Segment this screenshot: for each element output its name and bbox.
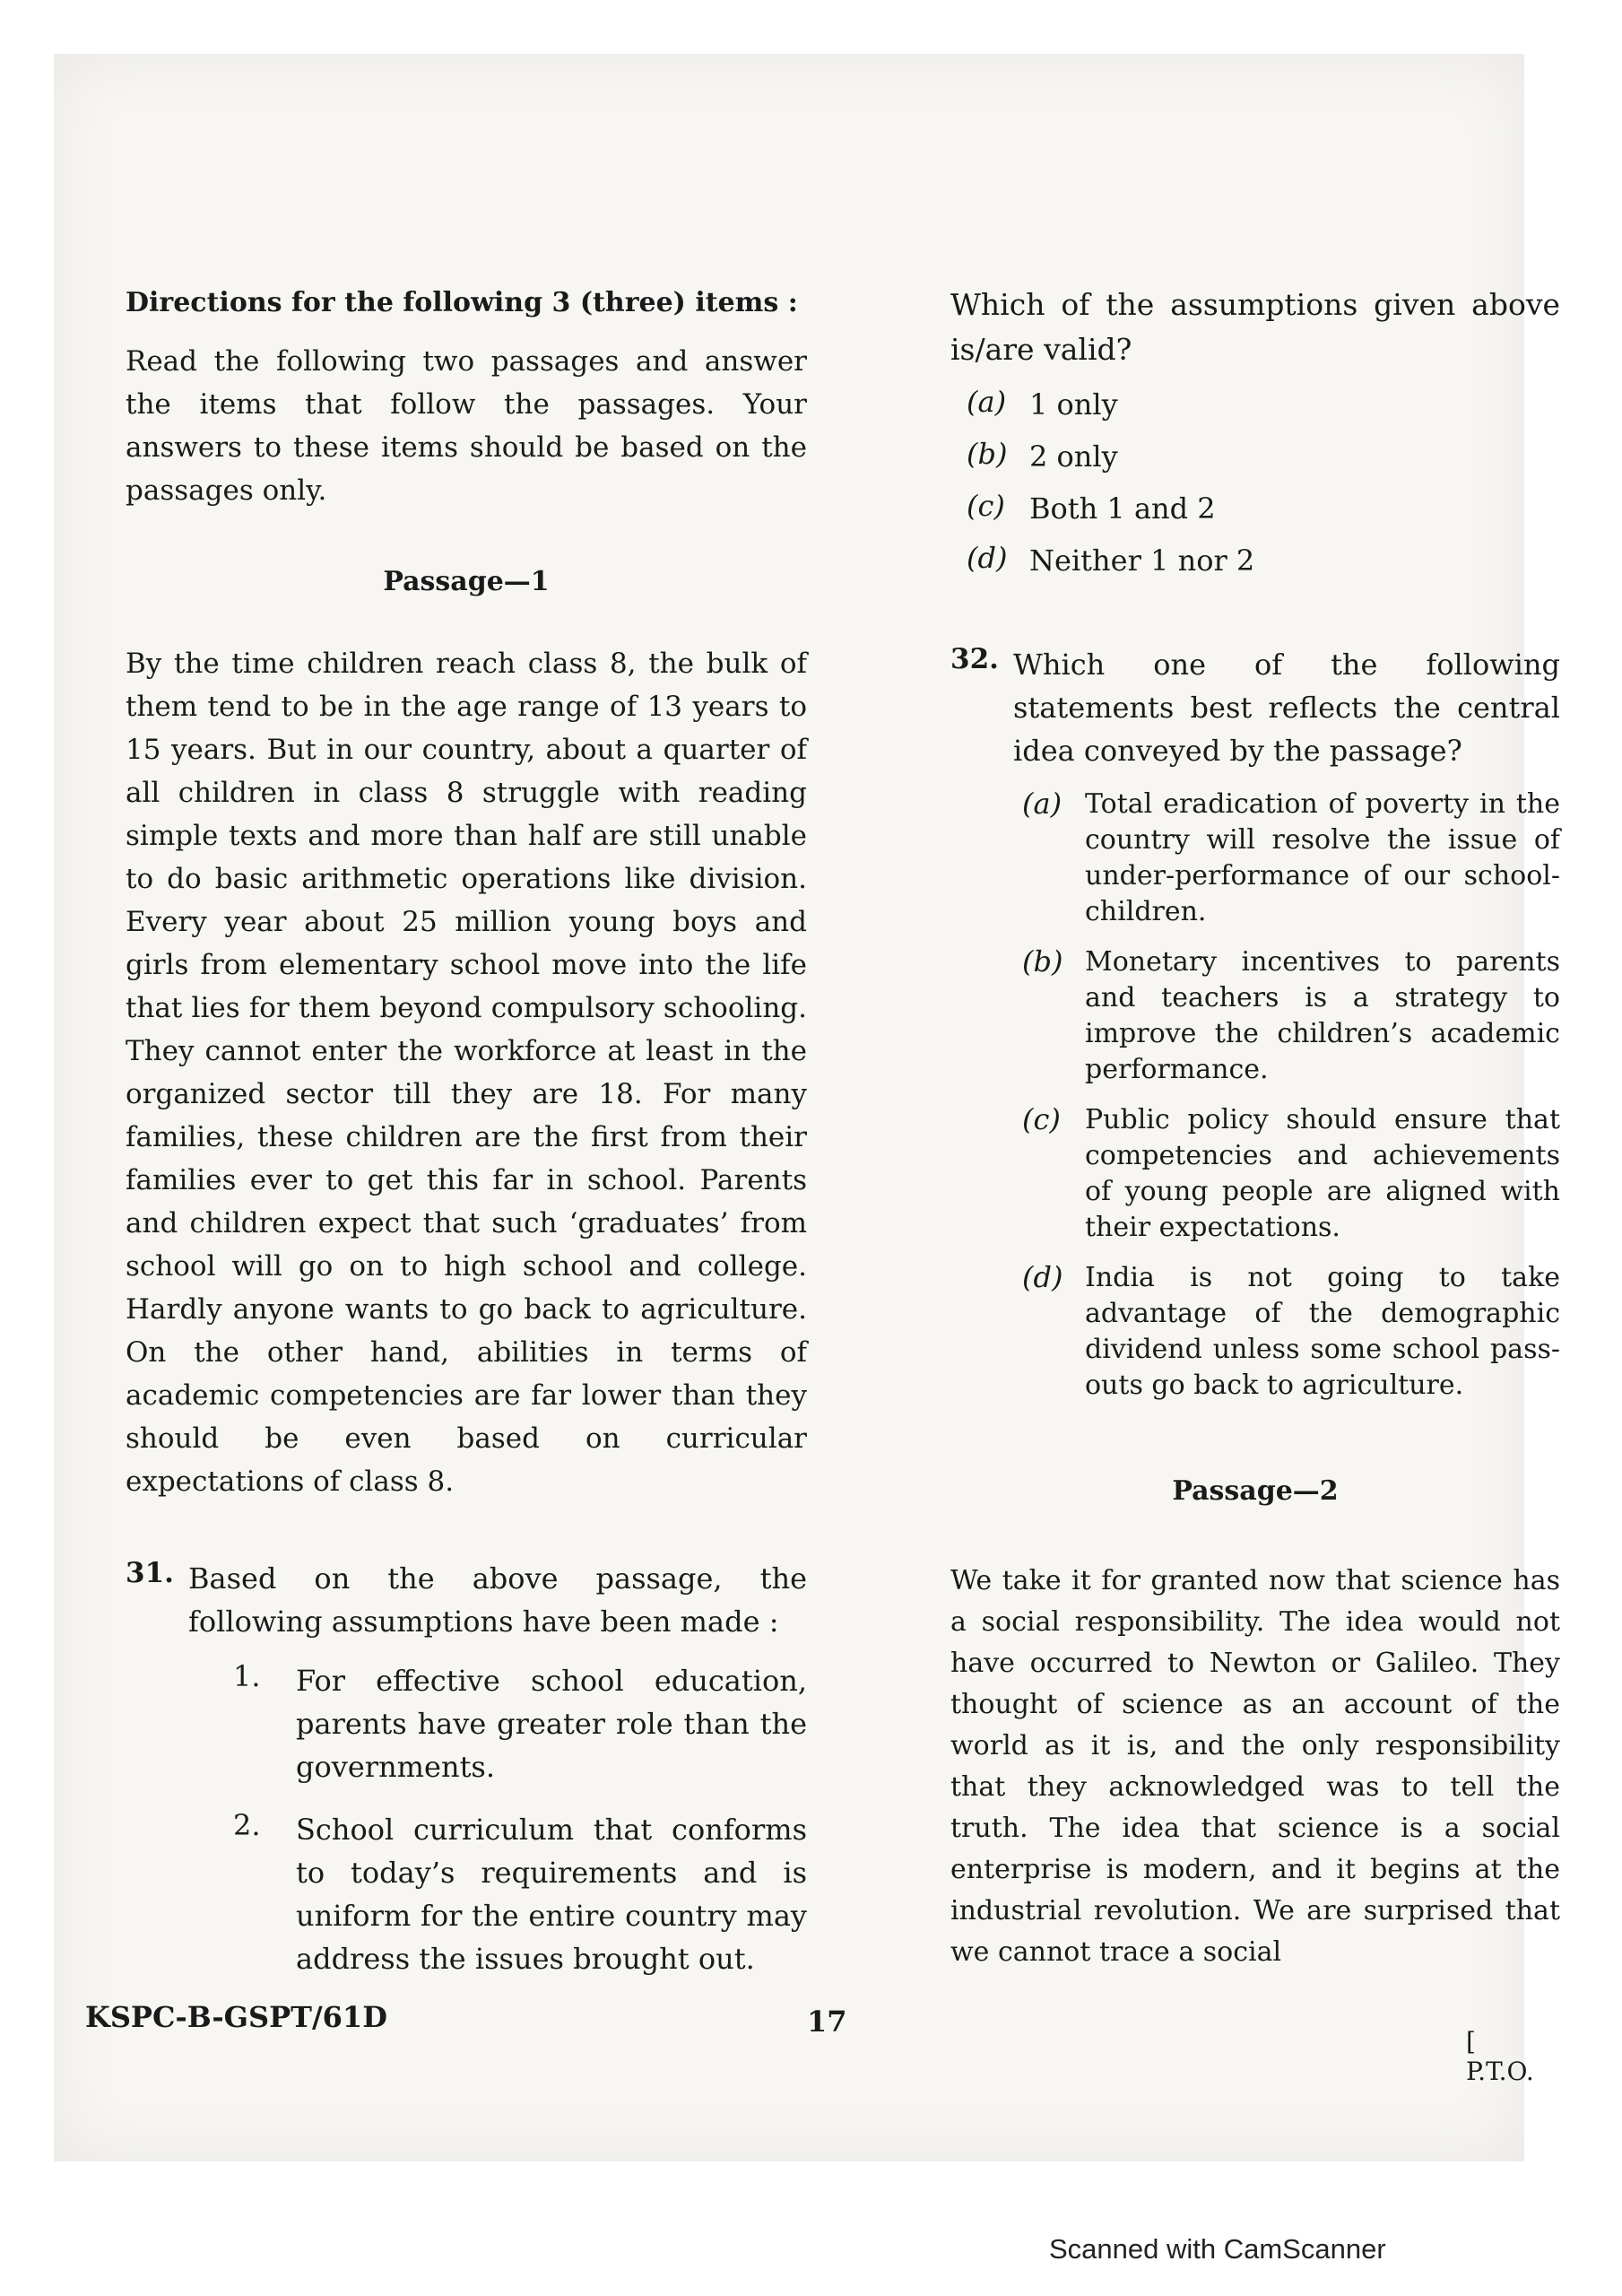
assumption-text: School curriculum that conforms to today’s requirements and is uniform for the entire country may address the issues brought out. (296, 1813, 807, 1976)
option-letter: (a) (1022, 787, 1063, 821)
question-31-prompt: Which of the assumptions given above is/are valid? (950, 287, 1560, 367)
passage-1-text: By the time children reach class 8, the bulk of them tend to be in the age range of 13 years to 15 years. But in our country, about a quarter of all children in class 8 struggle with reading simple texts and more than half are still unable to do basic arithmetic operations like division. Every year about 25 million young boys and girls from elementary school move into the life that lies for them beyond compulsory schooling. They cannot enter the workforce at least in the organized sector till they are 18. For many families, these children are the first from their families ever to get this far in school. Parents and children expect that such ‘graduates’ from school will go on to high school and college. Hardly anyone wants to go back to agriculture. On the other hand, abilities in terms of academic competencies are far lower than they should be even based on curricular expectations of class 8. (126, 648, 807, 1498)
option-text: Neither 1 nor 2 (1029, 544, 1255, 578)
right-column (950, 283, 1560, 1973)
option (967, 489, 1560, 528)
assumption-item (233, 1659, 807, 1788)
option-letter: (c) (967, 489, 1005, 523)
directions-text: Read the following two passages and answer the items that follow the passages. Your answers to these items should be based on the passages only. (126, 345, 807, 507)
option-text: India is not going to take advantage of the demographic dividend unless some school pass-outs go back to agriculture. (1085, 1262, 1560, 1401)
option-letter: (d) (1022, 1260, 1063, 1294)
option-text: Public policy should ensure that competencies and achievements of young people are aligned with their expectations. (1085, 1104, 1560, 1243)
pto-note: [ P.T.O. (1466, 2027, 1534, 2086)
question-number: 31. (126, 1557, 174, 1589)
option (967, 541, 1560, 580)
assumption-number: 2. (233, 1808, 261, 1842)
question-31-options (967, 385, 1560, 580)
option-letter: (c) (1022, 1102, 1061, 1136)
passage-1-heading: Passage—1 (383, 566, 550, 597)
page-number: 17 (807, 2005, 847, 2039)
option-letter: (d) (967, 541, 1008, 575)
question-stem: Based on the above passage, the following assumptions have been made : (188, 1561, 807, 1639)
option (1022, 944, 1560, 1088)
assumption-text: For effective school education, parents have greater role than the governments. (296, 1664, 807, 1784)
option-text: Monetary incentives to parents and teachers is a strategy to improve the children’s academic performance. (1085, 946, 1560, 1085)
option (1022, 1102, 1560, 1246)
option (1022, 787, 1560, 930)
option-letter: (b) (967, 437, 1008, 471)
paper-code: KSPC-B-GSPT/61D (85, 2000, 387, 2034)
passage-2-heading: Passage—2 (1172, 1475, 1339, 1507)
scanner-watermark: Scanned with CamScanner (1049, 2233, 1386, 2265)
option-text: Both 1 and 2 (1029, 491, 1216, 526)
assumption-item (233, 1808, 807, 1980)
left-column (126, 287, 807, 2000)
option-letter: (b) (1022, 944, 1063, 978)
option-text: 2 only (1029, 439, 1118, 474)
option-text: Total eradication of poverty in the country will resolve the issue of under-performance of our school-children. (1085, 788, 1560, 927)
question-32-options (1022, 787, 1560, 1404)
assumption-number: 1. (233, 1659, 261, 1693)
option (967, 385, 1560, 424)
exam-page (54, 54, 1560, 2161)
option-text: 1 only (1029, 387, 1118, 422)
passage-2-text: We take it for granted now that science has a social responsibility. The idea would not have occurred to Newton or Galileo. They thought of science as an account of the world as it is, and the only responsibility that they acknowledged was to tell the truth. The idea that science is a social enterprise is modern, and it begins at the industrial revolution. We are surprised that we cannot trace a social (950, 1565, 1560, 1968)
option (1022, 1260, 1560, 1404)
question-32 (950, 643, 1560, 1404)
option (967, 437, 1560, 476)
question-stem: Which one of the following statements best reflects the central idea conveyed by the passage? (1013, 648, 1560, 768)
question-number: 32. (950, 643, 999, 675)
question-31 (126, 1557, 807, 1980)
option-letter: (a) (967, 385, 1007, 419)
assumption-list (233, 1659, 807, 1980)
directions-title: Directions for the following 3 (three) items : (126, 287, 798, 318)
